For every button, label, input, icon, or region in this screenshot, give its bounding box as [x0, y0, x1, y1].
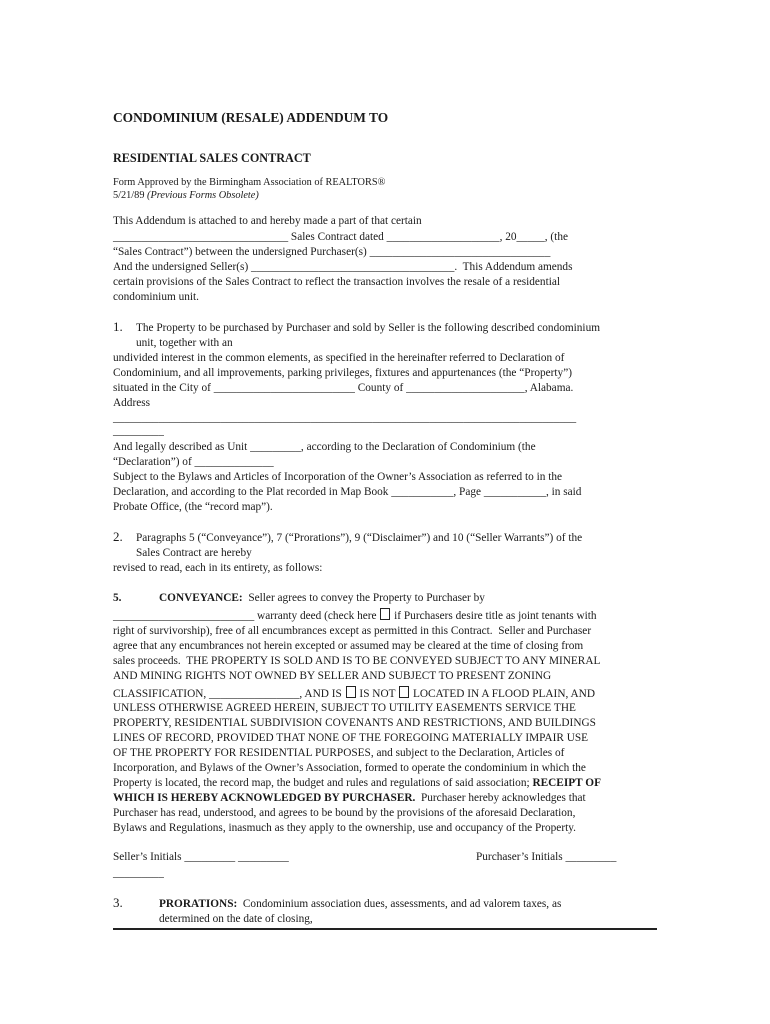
acknowledged-line	[113, 791, 586, 805]
intro-line: This Addendum is attached to and hereby made a part of that certain	[113, 215, 422, 227]
para1-line: situated in the City of _________________________ County of _____________________, Alabama.	[113, 382, 574, 394]
form-obsolete-note: (Previous Forms Obsolete)	[147, 190, 259, 201]
page-bottom-rule	[113, 928, 657, 930]
deed-text: _________________________ warranty deed (check here	[113, 610, 380, 622]
para5-line: Purchaser has read, understood, and agrees to be bound by the provisions of the aforesaid Declaration,	[113, 807, 576, 819]
purchaser-initials[interactable]: Purchaser’s Initials _________	[476, 851, 617, 863]
para5-line: right of survivorship), free of all encumbrances except as permitted in this Contract. Seller and Purchaser	[113, 625, 592, 637]
para5-line: AND MINING RIGHTS NOT OWNED BY SELLER AND SUBJECT TO PRESENT ZONING	[113, 670, 552, 682]
para5-line: sales proceeds. THE PROPERTY IS SOLD AND IS TO BE CONVEYED SUBJECT TO ANY MINERAL	[113, 655, 601, 667]
receipt-text: Property is located, the record map, the budget and rules and regulations of said association;	[113, 777, 533, 789]
para1-line: Condominium, and all improvements, parking privileges, fixtures and appurtenances (the “Property”)	[113, 367, 572, 379]
para5-line: agree that any encumbrances not herein excepted or assumed may be cleared at the time of closing from	[113, 640, 584, 652]
para1-line: Subject to the Bylaws and Articles of Incorporation of the Owner’s Association as referred to in the	[113, 471, 563, 483]
para3-first-line	[159, 897, 561, 911]
prorations-heading: PRORATIONS:	[159, 898, 238, 910]
deed-text-cont: if Purchasers desire title as joint tenants with	[391, 610, 597, 622]
zoning-line	[113, 686, 595, 701]
para2-line: Paragraphs 5 (“Conveyance”), 7 (“Prorations”), 9 (“Disclaimer”) and 10 (“Seller Warrants”) of the	[136, 532, 583, 544]
para1-line: unit, together with an	[136, 337, 233, 349]
para5-line: LINES OF RECORD, PROVIDED THAT NONE OF THE FOREGOING MATERIALLY IMPAIR USE	[113, 732, 589, 744]
form-date-line	[113, 189, 259, 203]
seller-initials[interactable]: Seller’s Initials _________ _________	[113, 851, 289, 863]
intro-line: certain provisions of the Sales Contract to reflect the transaction involves the resale of a residential	[113, 276, 561, 288]
para1-line: Declaration, and according to the Plat recorded in Map Book ___________, Page ___________, in said	[113, 486, 582, 498]
title-line-2: RESIDENTIAL SALES CONTRACT	[113, 151, 311, 165]
address-blank-cont: _________	[113, 425, 164, 437]
para3-number: 3.	[113, 895, 123, 910]
para1-line: “Declaration”) of ______________	[113, 456, 274, 468]
para1-line: undivided interest in the common elements, as specified in the hereinafter referred to Declaration of	[113, 352, 565, 364]
acknowledged-text: Purchaser hereby acknowledges that	[415, 792, 586, 804]
para5-first-line	[159, 591, 485, 605]
para1-line: Address	[113, 397, 151, 409]
para3-line: determined on the date of closing,	[159, 913, 313, 925]
para5-number: 5.	[113, 592, 122, 604]
conveyance-heading: CONVEYANCE:	[159, 592, 243, 604]
title-line-1: CONDOMINIUM (RESALE) ADDENDUM TO	[113, 110, 389, 125]
receipt-bold: RECEIPT OF	[532, 777, 601, 789]
prorations-text: Condominium association dues, assessments, and ad valorem taxes, as	[237, 898, 562, 910]
form-approval: Form Approved by the Birmingham Association of REALTORS®	[113, 177, 386, 188]
acknowledged-bold: WHICH IS HEREBY ACKNOWLEDGED BY PURCHASER.	[113, 792, 416, 804]
zoning-is-not: IS NOT	[356, 688, 399, 700]
form-date: 5/21/89	[113, 190, 145, 201]
para5-line: Bylaws and Regulations, inasmuch as they apply to the ownership, use and occupancy of the Property.	[113, 822, 576, 834]
para1-line: And legally described as Unit _________, according to the Declaration of Condominium (the	[113, 441, 536, 453]
para2-number: 2.	[113, 529, 123, 544]
para2-line: revised to read, each in its entirety, as follows:	[113, 562, 323, 574]
para5-line: Incorporation, and Bylaws of the Owner’s Association, formed to operate the condominium in which the	[113, 762, 586, 774]
para1-number: 1.	[113, 319, 123, 334]
para5-deed-line	[113, 608, 597, 623]
para5-line: UNLESS OTHERWISE AGREED HEREIN, SUBJECT TO UTILITY EASEMENTS SERVICE THE	[113, 702, 576, 714]
receipt-line	[113, 776, 601, 790]
conveyance-text: Seller agrees to convey the Property to Purchaser by	[242, 592, 485, 604]
zoning-text: CLASSIFICATION, ________________, AND IS	[113, 688, 345, 700]
purchaser-initials-cont[interactable]: _________	[113, 867, 164, 879]
intro-line: condominium unit.	[113, 291, 199, 303]
zoning-flood-plain: LOCATED IN A FLOOD PLAIN, AND	[410, 688, 595, 700]
para1-line: The Property to be purchased by Purchaser and sold by Seller is the following described condominium	[136, 322, 601, 334]
address-blank: __________________________________________________________________________________	[113, 412, 577, 424]
flood-plain-is-not-checkbox[interactable]	[399, 686, 409, 698]
para5-line: PROPERTY, RESIDENTIAL SUBDIVISION COVENANTS AND RESTRICTIONS, AND BUILDINGS	[113, 717, 596, 729]
para5-line: OF THE PROPERTY FOR RESIDENTIAL PURPOSES, and subject to the Declaration, Articles of	[113, 747, 565, 759]
joint-tenants-checkbox[interactable]	[380, 608, 390, 620]
para1-line: Probate Office, (the “record map”).	[113, 501, 273, 513]
flood-plain-is-checkbox[interactable]	[346, 686, 356, 698]
intro-line: _______________________________ Sales Contract dated ____________________, 20_____, (the	[113, 231, 568, 243]
intro-line: “Sales Contract”) between the undersigned Purchaser(s) ________________________________	[113, 246, 551, 258]
intro-line: And the undersigned Seller(s) ____________________________________. This Addendum amends	[113, 261, 573, 273]
para2-line: Sales Contract are hereby	[136, 547, 252, 559]
